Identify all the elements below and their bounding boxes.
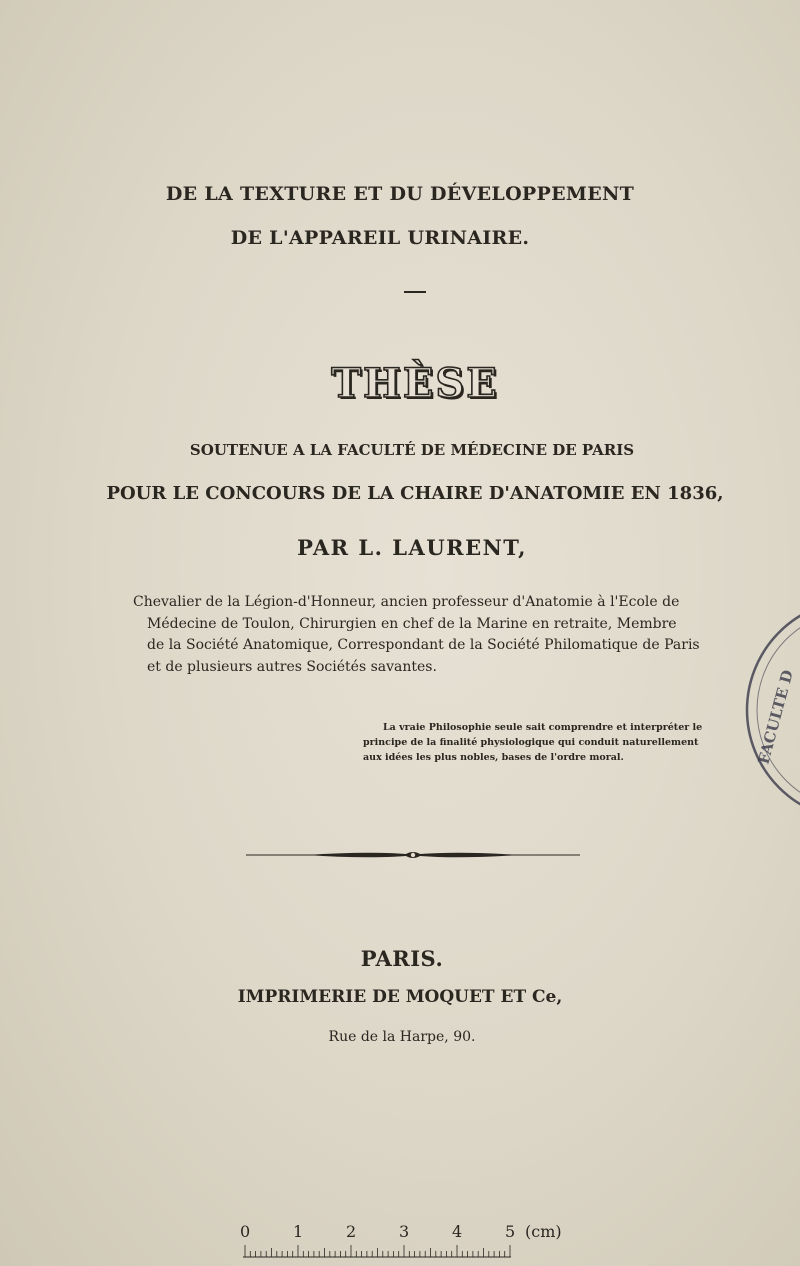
faculty-line: SOUTENUE A LA FACULTÉ DE MÉDECINE DE PARIS bbox=[189, 441, 635, 459]
imprint-city: PARIS. bbox=[360, 946, 444, 971]
imprint-address: Rue de la Harpe, 90. bbox=[328, 1029, 476, 1045]
scale-number: 0 bbox=[240, 1222, 251, 1241]
thesis-heading: THÈSE bbox=[331, 360, 499, 407]
scale-number: 5 bbox=[505, 1222, 516, 1241]
credentials-line: de la Société Anatomique, Correspondant de la Société Philomatique de Paris bbox=[147, 637, 700, 653]
title-line-2: DE L'APPAREIL URINAIRE. bbox=[230, 227, 530, 249]
concours-line: POUR LE CONCOURS DE LA CHAIRE D'ANATOMIE EN 1836, bbox=[106, 483, 724, 504]
credentials-line: et de plusieurs autres Sociétés savantes. bbox=[147, 658, 437, 675]
scale-unit: (cm) bbox=[525, 1222, 562, 1241]
scale-number: 1 bbox=[293, 1222, 304, 1241]
epigraph bbox=[363, 720, 703, 765]
epigraph-line: aux idées les plus nobles, bases de l'ordre moral. bbox=[363, 752, 624, 763]
svg-text:FACULTE D: FACULTE D bbox=[754, 668, 797, 767]
scale-number: 3 bbox=[399, 1222, 410, 1241]
scale-number: 4 bbox=[452, 1222, 463, 1241]
credentials-line: Médecine de Toulon, Chirurgien en chef de la Marine en retraite, Membre bbox=[147, 615, 677, 632]
imprint-printer: IMPRIMERIE DE MOQUET ET Ce, bbox=[237, 987, 563, 1007]
library-stamp bbox=[742, 590, 800, 830]
epigraph-line: La vraie Philosophie seule sait comprendre et interpréter le bbox=[383, 722, 703, 733]
scale-number: 2 bbox=[346, 1222, 357, 1241]
title-line-1: DE LA TEXTURE ET DU DÉVELOPPEMENT bbox=[165, 183, 635, 205]
author-credentials bbox=[133, 592, 700, 678]
credentials-line: Chevalier de la Légion-d'Honneur, ancien professeur d'Anatomie à l'Ecole de bbox=[133, 594, 680, 610]
title-separator-dash bbox=[404, 291, 426, 293]
author-line: PAR L. LAURENT, bbox=[297, 535, 527, 560]
ornamental-rule bbox=[246, 848, 580, 862]
epigraph-line: principe de la finalité physiologique qui conduit naturellement bbox=[363, 737, 699, 748]
